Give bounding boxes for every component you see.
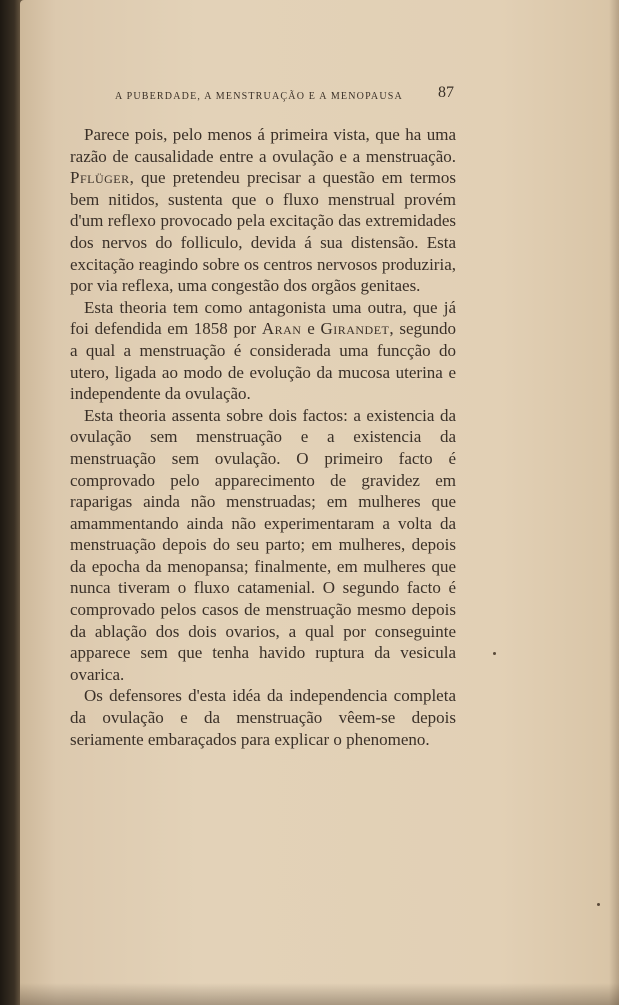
page-number: 87 bbox=[438, 84, 454, 101]
paragraph bbox=[70, 124, 456, 297]
author-name: Aran bbox=[261, 319, 302, 339]
text-segment: Esta theoria tem como antagonista uma outra, que já foi defendida em 1858 por bbox=[70, 297, 456, 339]
running-header: A PUBERDADE, A MENSTRUAÇÃO E A MENOPAUSA bbox=[115, 91, 403, 102]
paper-speck bbox=[493, 652, 496, 655]
body-text bbox=[70, 124, 456, 750]
paragraph bbox=[70, 685, 456, 750]
text-segment: Os defensores d'esta idéa da independencia completa da ovulação e da menstruação vêem-se depois seriamente embaraçados para explicar o phenomeno. bbox=[70, 686, 456, 749]
author-name: Pflüger bbox=[70, 168, 130, 188]
paragraph bbox=[70, 297, 456, 405]
page-edge-shadow bbox=[609, 0, 619, 1005]
paper-speck bbox=[597, 903, 600, 906]
paragraph bbox=[70, 405, 456, 686]
text-segment: , que pretendeu precisar a questão em termos bem nitidos, sustenta que o fluxo menstrual provém d'um reflexo provocado pela excitação das extremidades dos nervos do folliculo, devida á sua distensão. Esta excitação reagindo sobre os centros nervosos produziria, por via reflexa, uma congestão dos orgãos genitaes. bbox=[70, 168, 456, 296]
text-segment: Esta theoria assenta sobre dois factos: a existencia da ovulação sem menstruação e a existencia da menstruação sem ovulação. O primeiro facto é comprovado pelo apparecimento de gravidez em raparigas ainda não menstruadas; em mulheres que amammentando ainda não experimentaram a volta da menstruação depois do seu parto; em mulheres, depois da epocha da menopansa; finalmente, em mulheres que nunca tiveram o fluxo catamenial. O segundo facto é comprovado pelos casos de menstruação mesmo depois da ablação dos dois ovarios, a qual por conseguinte apparece sem que tenha havido ruptura da vesicula ovarica. bbox=[70, 405, 456, 684]
author-name: Girandet bbox=[320, 319, 390, 339]
text-segment: , segundo a qual a menstruação é considerada uma funcção do utero, ligada ao modo de evolução da mucosa uterina e independente da ovulação. bbox=[70, 319, 456, 404]
text-segment: e bbox=[301, 319, 321, 339]
text-segment: Parece pois, pelo menos á primeira vista, que ha uma razão de causalidade entre a ovulação e a menstruação. bbox=[70, 125, 456, 166]
page-bottom-shadow bbox=[20, 983, 619, 1005]
